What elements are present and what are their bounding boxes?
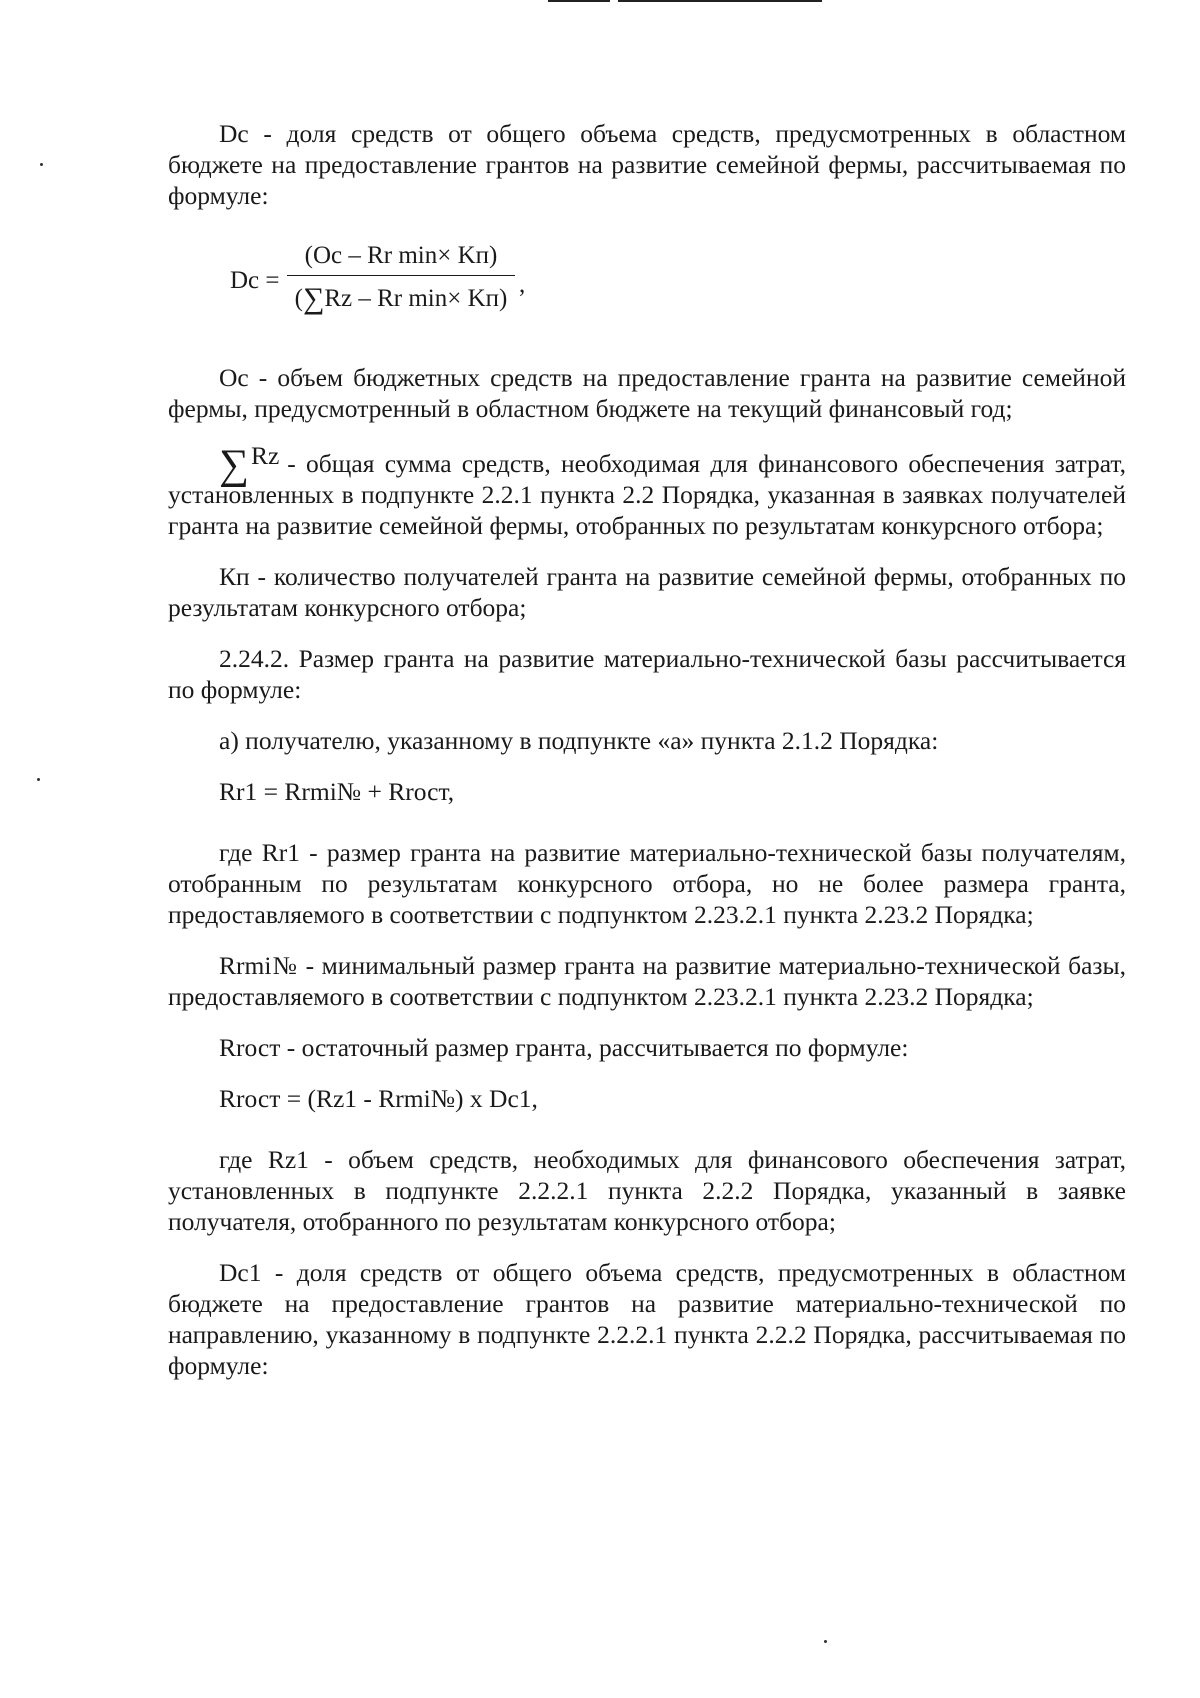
formula-rr1: Rr1 = Rrmi№ + Rrост, [219, 777, 455, 806]
formula-dc-numerator: (Oc – Rr min× Kп) [304, 242, 498, 269]
rz1-definition: где Rz1 - объем средств, необходимых для финансового обеспечения затрат, установленных в подпункте 2.2.2.1 пункта 2.2.2 Порядка, указанный в заявке получателя, отобранного по результатам конкурсного отбора; [168, 1145, 1126, 1236]
formula-rrost: Rrост = (Rz1 - Rrmi№) x Dc1, [219, 1084, 538, 1113]
sum-rz-label: Rz [250, 441, 280, 470]
paragraph-2-24-2: 2.24.2. Размер гранта на развитие материально-технической базы рассчитывается по формуле: [168, 644, 1126, 704]
top-scan-line-right [618, 0, 822, 2]
denominator-rest: Rz – Rr min× Kп) [324, 285, 508, 312]
sum-rz-definition [168, 441, 1126, 541]
kp-definition: Кп - количество получателей гранта на развитие семейной фермы, отобранных по результатам конкурсного отбора; [168, 562, 1126, 622]
denominator-open-paren: ( [294, 285, 303, 312]
sigma-symbol: ∑ [302, 282, 325, 315]
rrost-definition: Rrост - остаточный размер гранта, рассчитывается по формуле: [219, 1033, 909, 1062]
formula-dc [230, 231, 1126, 336]
sigma-symbol: ∑ [219, 442, 249, 488]
fraction-bar [287, 275, 515, 276]
scan-speck [40, 163, 43, 166]
scan-speck [37, 778, 40, 781]
formula-dc-fraction [287, 239, 515, 315]
rrmin-definition: Rrmi№ - минимальный размер гранта на развитие материально-технической базы, предоставляемого в соответствии с подпунктом 2.23.2.1 пункта 2.23.2 Порядка; [168, 951, 1126, 1011]
formula-dc-comma: , [519, 271, 526, 298]
dc-definition: Dc - доля средств от общего объема средств, предусмотренных в областном бюджете на предоставление грантов на развитие семейной фермы, рассчитываемая по формуле: [168, 119, 1126, 210]
rr1-definition: где Rr1 - размер гранта на развитие материально-технической базы получателям, отобранным по результатам конкурсного отбора, но не более размера гранта, предоставляемого в соответствии с подпунктом 2.23.2.1 пункта 2.23.2 Порядка; [168, 838, 1126, 929]
scan-speck [824, 1640, 827, 1643]
dc1-definition: Dc1 - доля средств от общего объема средств, предусмотренных в областном бюджете на предоставление грантов на развитие материально-технической по направлению, указанному в подпункте 2.2.2.1 пункта 2.2.2 Порядка, рассчитываемая по формуле: [168, 1258, 1126, 1380]
formula-dc-denominator [287, 279, 515, 315]
formula-dc-lhs: Dc = [230, 267, 280, 294]
oc-definition: Oc - объем бюджетных средств на предоставление гранта на развитие семейной фермы, предусмотренный в областном бюджете на текущий финансовый год; [168, 363, 1126, 423]
sum-rz-text: - общая сумма средств, необходимая для финансового обеспечения затрат, установленных в подпункте 2.2.1 пункта 2.2 Порядка, указанная в заявках получателей гранта на развитие семейной фермы, отобранных по результатам конкурсного отбора; [168, 449, 1126, 540]
document-body [168, 118, 1126, 1401]
item-a: а) получателю, указанному в подпункте «а» пункта 2.1.2 Порядка: [219, 726, 939, 755]
top-scan-line-left [548, 0, 610, 2]
